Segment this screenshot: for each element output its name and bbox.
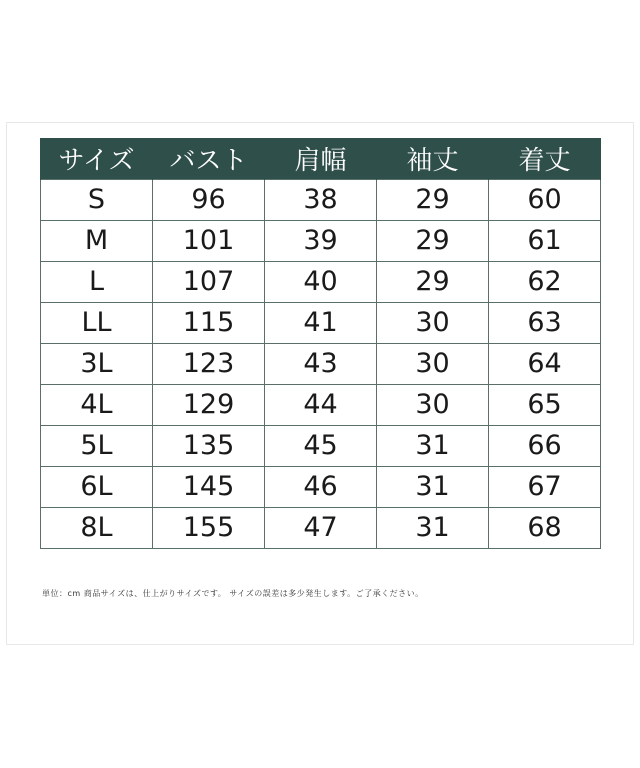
table-row [41, 303, 601, 344]
cell-bust: 123 [153, 344, 265, 385]
table-row [41, 262, 601, 303]
cell-size: S [41, 180, 153, 221]
cell-shoulder-width: 41 [265, 303, 377, 344]
cell-sleeve-length: 31 [377, 426, 489, 467]
cell-body-length: 67 [489, 467, 601, 508]
cell-shoulder-width: 38 [265, 180, 377, 221]
cell-size: 4L [41, 385, 153, 426]
header-shoulder-width: 肩幅 [265, 138, 377, 180]
header-row [41, 138, 601, 180]
cell-sleeve-length: 29 [377, 221, 489, 262]
cell-bust: 96 [153, 180, 265, 221]
cell-size: 8L [41, 508, 153, 549]
cell-size: L [41, 262, 153, 303]
cell-bust: 129 [153, 385, 265, 426]
cell-bust: 145 [153, 467, 265, 508]
table-row [41, 467, 601, 508]
cell-sleeve-length: 29 [377, 262, 489, 303]
cell-bust: 115 [153, 303, 265, 344]
cell-sleeve-length: 29 [377, 180, 489, 221]
header-body-length: 着丈 [489, 138, 601, 180]
cell-shoulder-width: 45 [265, 426, 377, 467]
table-header [41, 138, 601, 180]
cell-size: 6L [41, 467, 153, 508]
table-body [41, 180, 601, 549]
table-row [41, 508, 601, 549]
table-row [41, 426, 601, 467]
cell-sleeve-length: 30 [377, 303, 489, 344]
cell-sleeve-length: 31 [377, 467, 489, 508]
size-table [40, 138, 601, 549]
cell-body-length: 62 [489, 262, 601, 303]
cell-body-length: 64 [489, 344, 601, 385]
cell-bust: 155 [153, 508, 265, 549]
header-bust: バスト [153, 138, 265, 180]
cell-size: 5L [41, 426, 153, 467]
table-row [41, 344, 601, 385]
cell-shoulder-width: 46 [265, 467, 377, 508]
header-sleeve-length: 袖丈 [377, 138, 489, 180]
cell-sleeve-length: 31 [377, 508, 489, 549]
cell-size: LL [41, 303, 153, 344]
cell-bust: 135 [153, 426, 265, 467]
table-row [41, 180, 601, 221]
cell-shoulder-width: 47 [265, 508, 377, 549]
cell-body-length: 63 [489, 303, 601, 344]
cell-body-length: 68 [489, 508, 601, 549]
cell-size: 3L [41, 344, 153, 385]
header-size: サイズ [41, 138, 153, 180]
cell-sleeve-length: 30 [377, 385, 489, 426]
cell-bust: 101 [153, 221, 265, 262]
cell-body-length: 61 [489, 221, 601, 262]
cell-shoulder-width: 44 [265, 385, 377, 426]
table-row [41, 221, 601, 262]
size-note: 単位：cm 商品サイズは、仕上がりサイズです。 サイズの誤差は多少発生します。ご了承ください。 [42, 589, 424, 598]
cell-shoulder-width: 43 [265, 344, 377, 385]
cell-body-length: 65 [489, 385, 601, 426]
cell-sleeve-length: 30 [377, 344, 489, 385]
cell-shoulder-width: 40 [265, 262, 377, 303]
cell-bust: 107 [153, 262, 265, 303]
cell-shoulder-width: 39 [265, 221, 377, 262]
cell-size: M [41, 221, 153, 262]
cell-body-length: 66 [489, 426, 601, 467]
cell-body-length: 60 [489, 180, 601, 221]
table-row [41, 385, 601, 426]
